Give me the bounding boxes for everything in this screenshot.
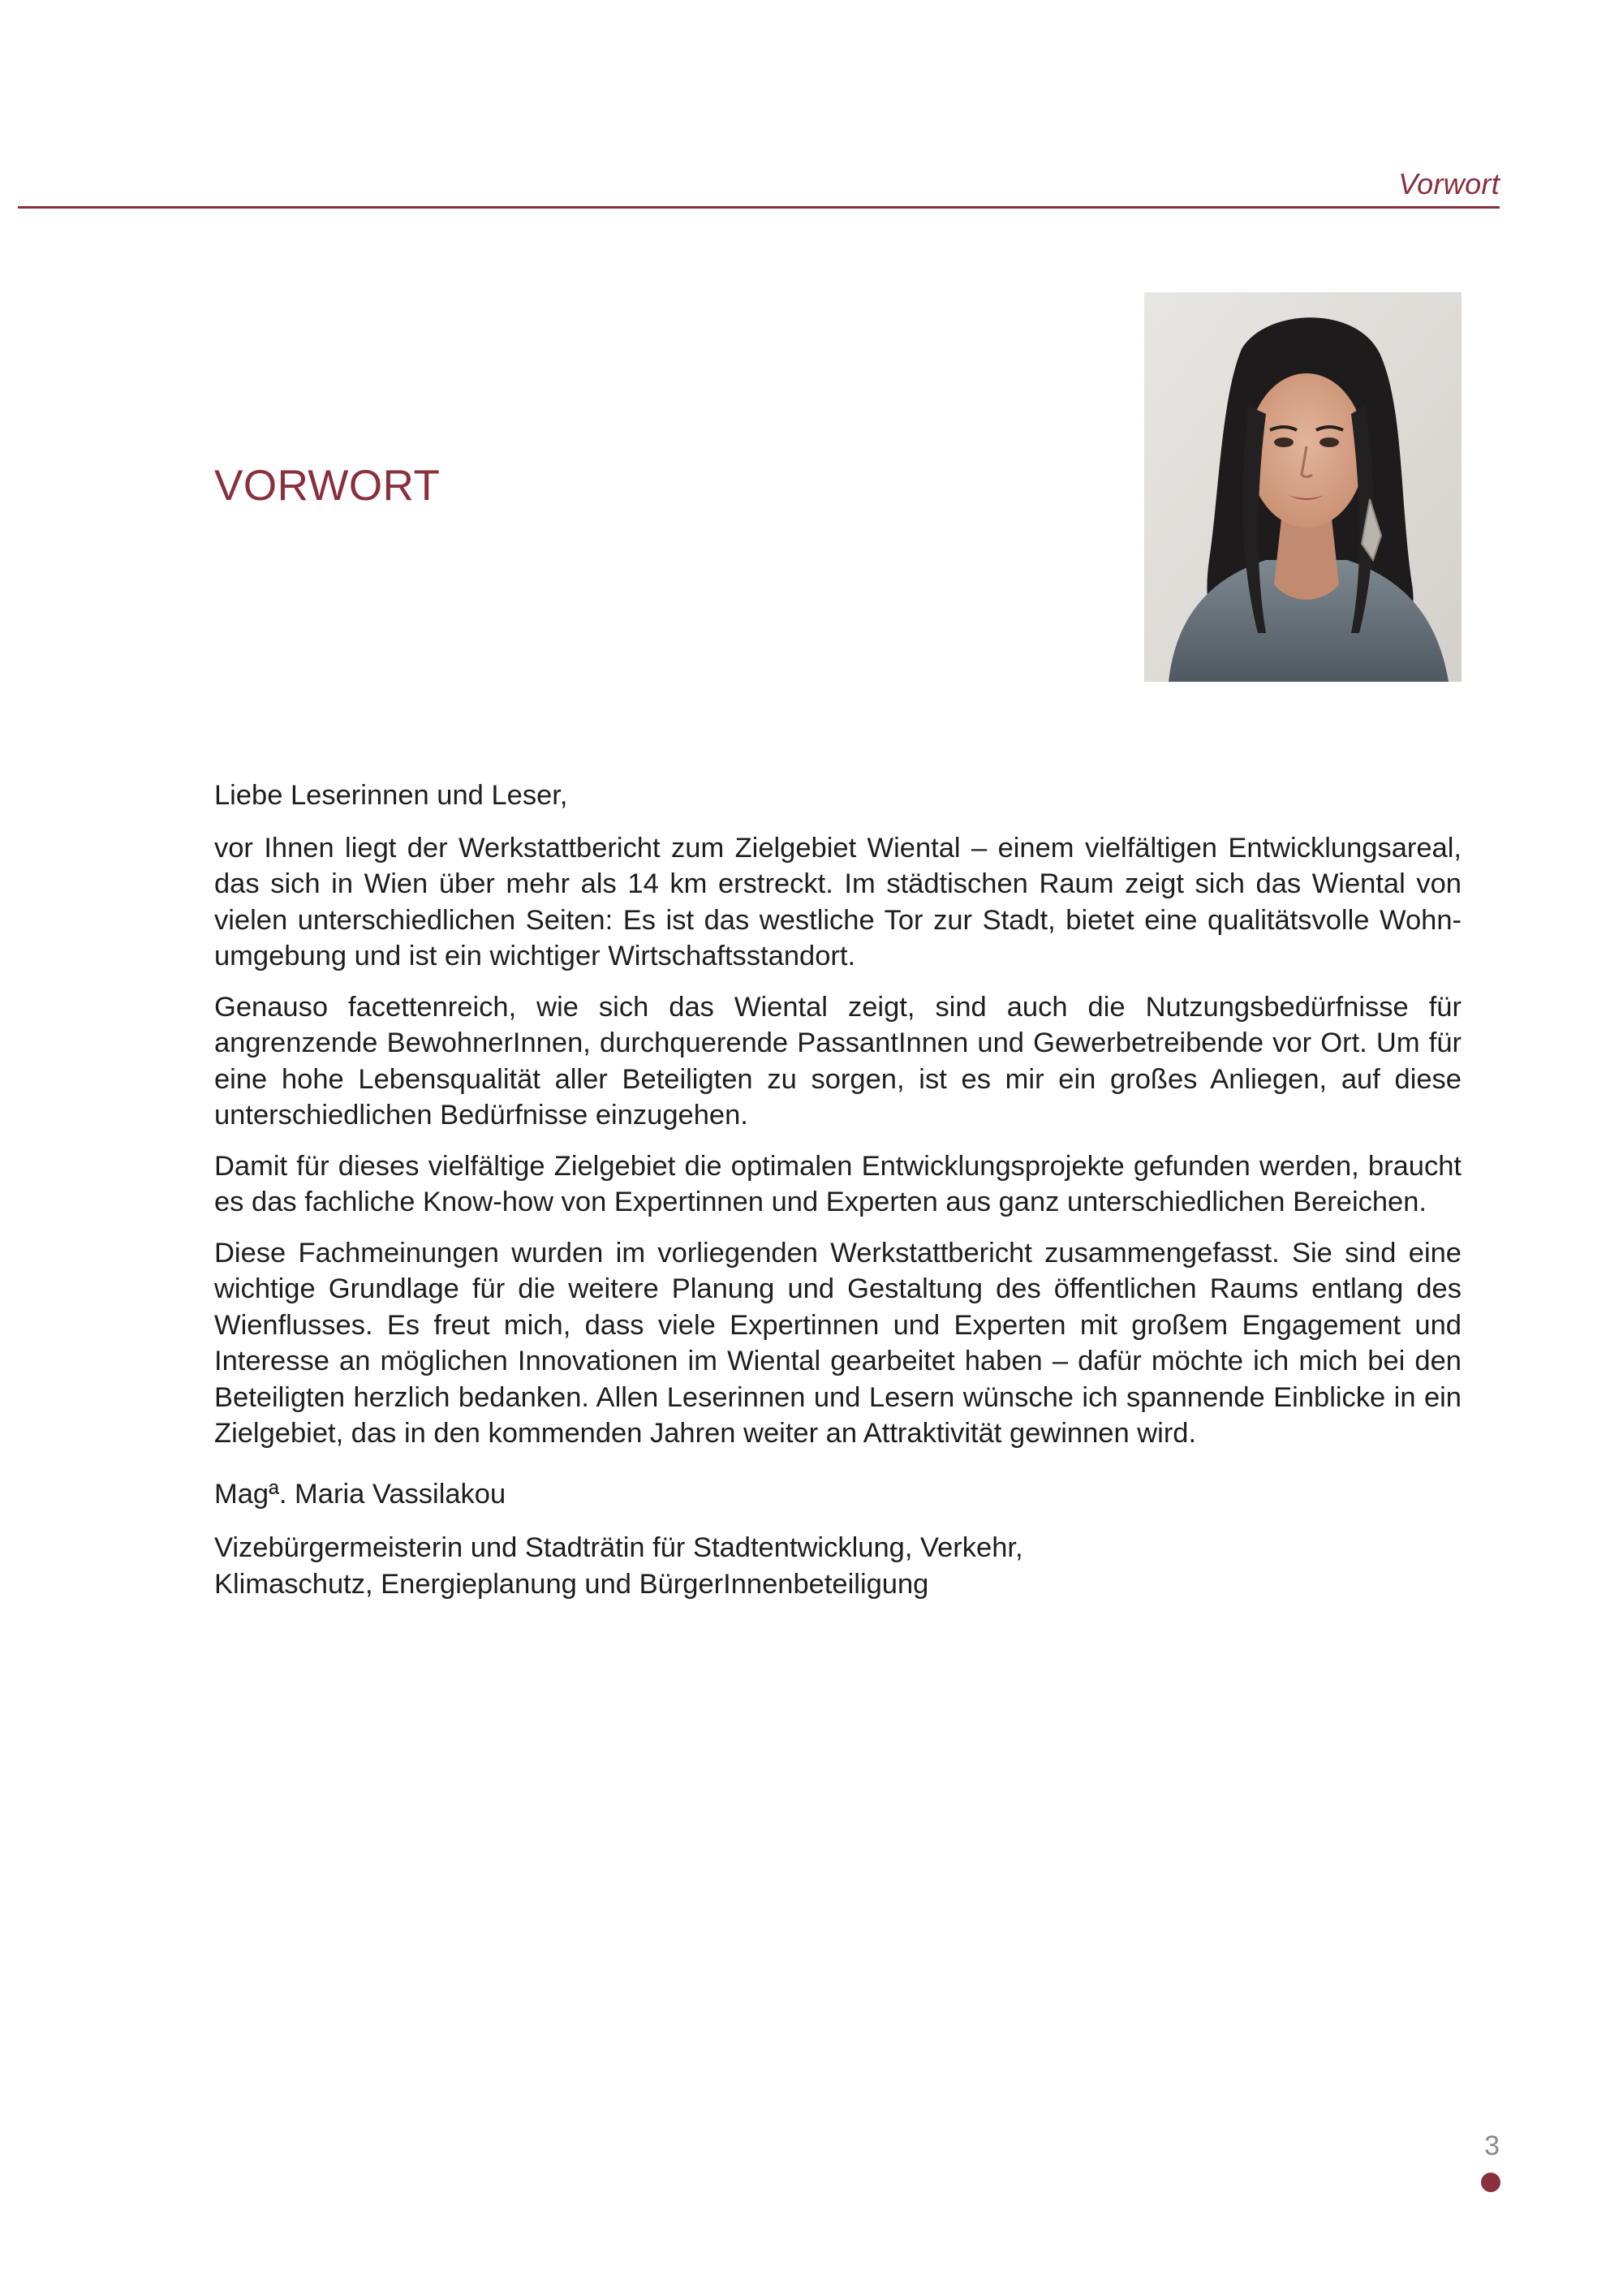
page-dot-marker — [1481, 2173, 1500, 2192]
signature: Magª. Maria Vassilakou — [214, 1478, 506, 1510]
portrait-photo — [1144, 292, 1462, 682]
running-head: Vorwort — [1398, 167, 1500, 200]
paragraph: Damit für dieses vielfältige Zielgebiet die optimalen Entwicklungsprojekte gefunden werden, braucht es das fachliche Know-how von Expertinnen und Experten aus ganz unterschiedlichen Bereichen. — [214, 1150, 1462, 1217]
paragraph: vor Ihnen liegt der Werkstattbericht zum Zielgebiet Wiental – einem vielfältigen Entwicklungsareal, das sich in Wien über mehr als 14 km erstreckt. Im städtischen Raum zeigt sich das Wiental von vielen unterschiedlichen Seiten: Es ist das westliche Tor zur Stadt, bietet eine qualitätsvolle Wohn-umgebung und ist ein wichtiger Wirtschaftsstandort. — [214, 832, 1462, 971]
paragraph: Genauso facettenreich, wie sich das Wiental zeigt, sind auch die Nutzungsbedürfnisse für angrenzende BewohnerInnen, durchquerende PassantInnen und Gewerbetreibende vor Ort. Um für eine hohe Lebensqualität aller Beteiligten zu sorgen, ist es mir ein großes Anliegen, auf diese unterschiedlichen Bedürfnisse einzugehen. — [214, 991, 1462, 1131]
paragraph: Diese Fachmeinungen wurden im vorliegenden Werkstattbericht zusammengefasst. Sie sind eine wichtige Grundlage für die weitere Planung und Gestaltung des öffentlichen Raums entlang des Wienflusses. Es freut mich, dass viele Expertinnen und Experten mit großem Engagement und Interesse an möglichen Innovationen im Wiental gearbeitet haben – dafür möchte ich mich bei den Beteiligten herzlich bedanken. Allen Leserinnen und Lesern wünsche ich spannende Einblicke in ein Zielgebiet, das in den kommenden Jahren weiter an Attraktivität gewinnen wird. — [214, 1237, 1462, 1449]
page-number: 3 — [1484, 2130, 1500, 2161]
greeting: Liebe Leserinnen und Leser, — [214, 780, 568, 811]
page-title: VORWORT — [214, 462, 441, 510]
body-text — [214, 778, 1462, 1617]
header-rule — [18, 206, 1500, 209]
signatory-role: Vizebürgermeisterin und Stadträtin für Stadtentwicklung, Verkehr, Klimaschutz, Energieplanung und BürgerInnenbeteiligung — [214, 1532, 1023, 1600]
